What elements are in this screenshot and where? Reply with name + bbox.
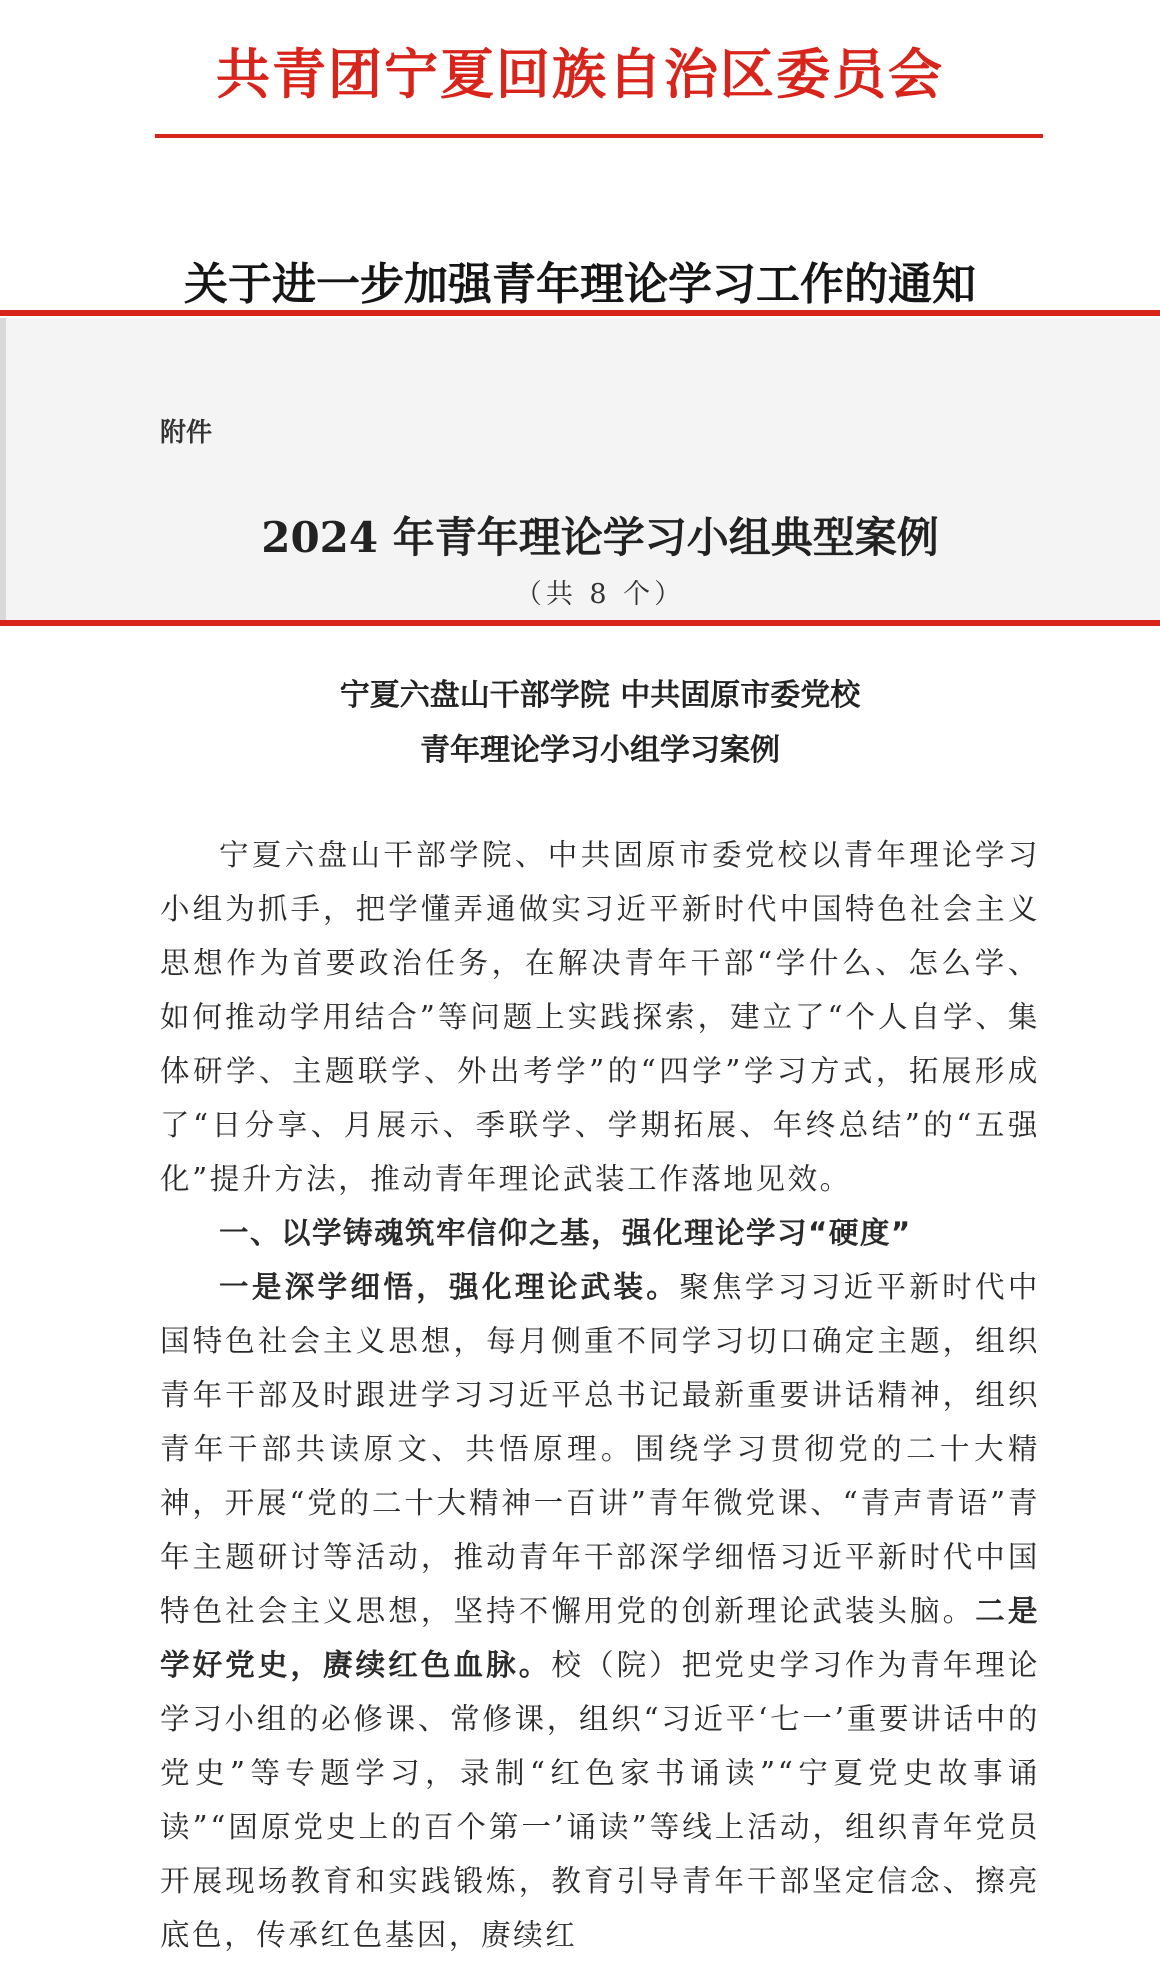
attachment-label: 附件 (160, 418, 213, 448)
body-paragraph (160, 1260, 1040, 1962)
header-divider (155, 134, 1043, 138)
point-1-lead: 一是深学细悟，强化理论武装。 (219, 1269, 680, 1304)
attachment-count: （共 8 个） (514, 579, 686, 610)
point-2-text: 校（院）把党史学习作为青年理论学习小组的必修课、常修课，组织“习近平‘七一’重要讲话中的党史”等专题学习，录制“红色家书诵读”“宁夏党史故事诵读”“固原党史上的百个第一’诵读”等线上活动，组织青年党员开展现场教育和实践锻炼，教育引导青年干部坚定信念、擦亮底色，传承红色基因，赓续红 (160, 1648, 1040, 1952)
point-2-lead: 二是学好党史，赓续红色血脉。 (160, 1593, 1040, 1682)
notice-title: 关于进一步加强青年理论学习工作的通知 (184, 259, 976, 310)
document-body (160, 828, 1040, 1962)
section-heading: 一、以学铸魂筑牢信仰之基，强化理论学习“硬度” (219, 1216, 912, 1250)
case-title-line-1: 宁夏六盘山干部学院 中共固原市委党校 (339, 678, 861, 713)
intro-paragraph: 宁夏六盘山干部学院、中共固原市委党校以青年理论学习小组为抓手，把学懂弄通做实习近平新时代中国特色社会主义思想作为首要政治任务，在解决青年干部“学什么、怎么学、如何推动学用结合”等问题上实践探索，建立了“个人自学、集体研学、主题联学、外出考学”的“四学”学习方式，拓展形成了“日分享、月展示、季联学、学期拓展、年终总结”的“五强化”提升方法，推动青年理论武装工作落地见效。 (160, 838, 1040, 1196)
attachment-title: 2024 年青年理论学习小组典型案例 (261, 513, 939, 562)
point-1-text: 聚焦学习习近平新时代中国特色社会主义思想，每月侧重不同学习切口确定主题，组织青年干部及时跟进学习习近平总书记最新重要讲话精神，组织青年干部共读原文、共悟原理。围绕学习贯彻党的二十大精神，开展“党的二十大精神一百讲”青年微党课、“青声青语”青年主题研讨等活动，推动青年干部深学细悟习近平新时代中国特色社会主义思想，坚持不懈用党的创新理论武装头脑。 (160, 1270, 1040, 1628)
case-title-line-2: 青年理论学习小组学习案例 (420, 733, 780, 768)
organization-header: 共青团宁夏回族自治区委员会 (216, 42, 944, 106)
attachment-divider (0, 620, 1160, 626)
title-divider (0, 310, 1160, 316)
